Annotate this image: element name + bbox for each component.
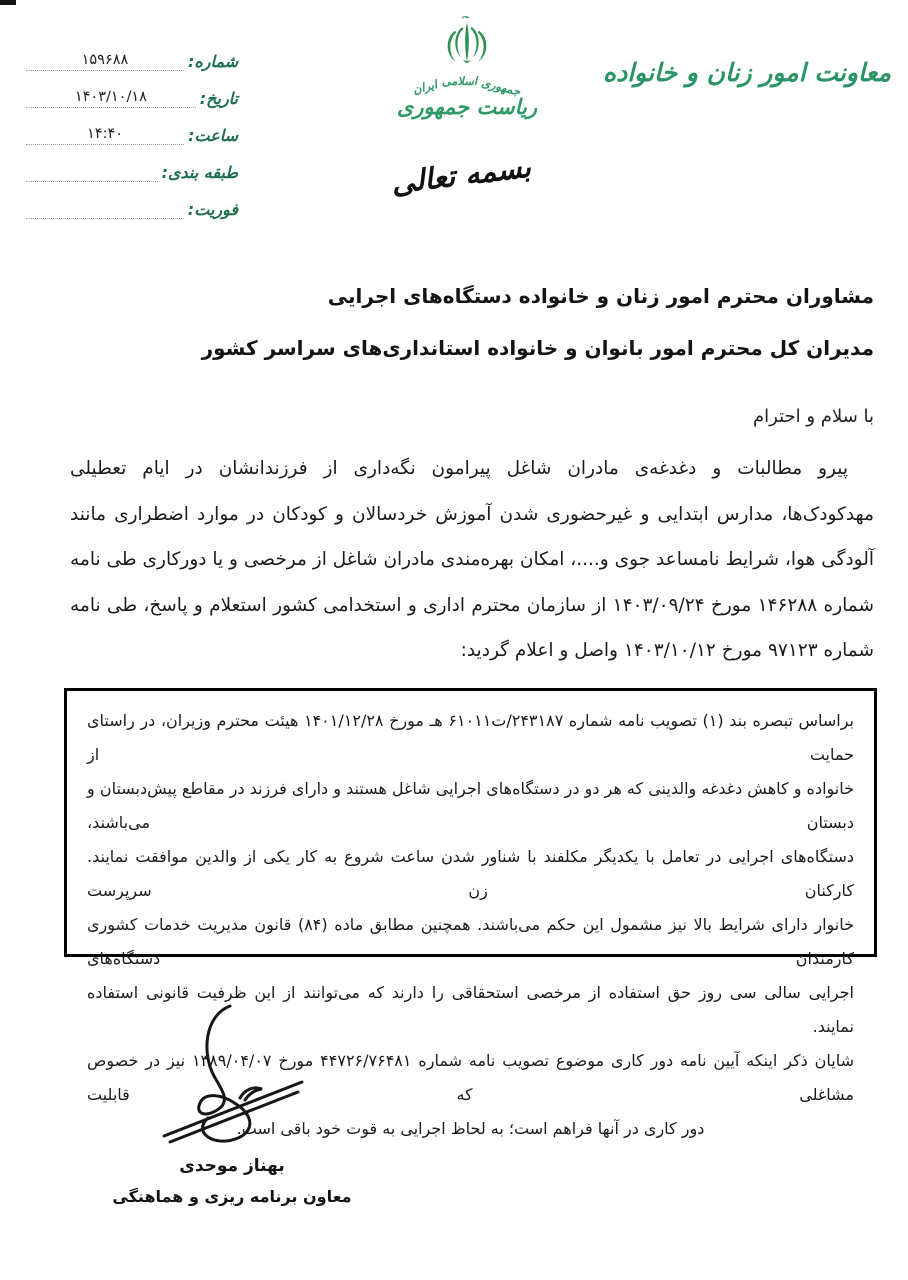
body-line-2: مهدکودک‌ها، مدارس ابتدایی و غیرحضوری شدن آموزش خردسالان و کودکان در موارد اضطراری مانند <box>70 503 874 525</box>
scan-corner-artifact <box>0 0 16 5</box>
recipient-line-2: مدیران کل محترم امور بانوان و خانواده استانداری‌های سراسر کشور <box>201 336 874 360</box>
box-line-4: خانوار دارای شرایط بالا نیز مشمول این حکم می‌باشند. همچنین مطابق ماده (۸۴) قانون مدیریت خدمات کشوری کارمندان دستگاه‌های <box>87 915 854 968</box>
presidency-line: ریاست جمهوری <box>396 95 538 119</box>
field-row-classification <box>26 145 238 182</box>
country-line <box>352 74 582 99</box>
classification-field-value <box>26 164 158 182</box>
date-field-value: ۱۴۰۳/۱۰/۱۸ <box>26 88 196 108</box>
country-word-3: ایران <box>411 77 439 97</box>
number-field-value: ۱۵۹۶۸۸ <box>26 51 184 71</box>
field-row-time <box>26 108 238 145</box>
time-field-value: ۱۴:۴۰ <box>26 125 184 145</box>
org-title: معاونت امور زنان و خانواده <box>603 58 891 87</box>
iran-coat-of-arms-icon <box>436 10 498 74</box>
body-line-1: پیرو مطالبات و دغدغه‌ی مادران شاغل پیرامون نگه‌داری از فرزندانشان در ایام تعطیلی <box>70 458 848 479</box>
body-line-3: آلودگی هوا، شرایط نامساعد جوی و....، امکان بهره‌مندی مادران شاغل از مرخصی و یا دورکاری طی نامه <box>70 549 874 570</box>
body-paragraph <box>70 446 874 674</box>
signature-scribble-icon <box>152 1000 312 1152</box>
field-row-date <box>26 71 238 108</box>
recipient-line-1: مشاوران محترم امور زنان و خانواده دستگاه‌های اجرایی <box>327 284 874 308</box>
box-line-6: شایان ذکر اینکه آیین نامه دور کاری موضوع تصویب نامه شماره ۴۴۷۲۶/۷۶۴۸۱ مورخ ۱۳۸۹/۰۴/۰۷ نیز در خصوص مشاغلی که قابلیت <box>87 1051 855 1104</box>
body-line-4: شماره ۱۴۶۲۸۸ مورخ ۱۴۰۳/۰۹/۲۴ از سازمان محترم اداری و استخدامی کشور استعلام و پاسخ، طی نامه <box>70 594 874 616</box>
signature-block <box>104 1000 360 1206</box>
time-field-label: ساعت: <box>188 126 238 146</box>
letterhead-fields <box>26 34 238 219</box>
urgency-field-label: فوریت: <box>187 200 238 220</box>
besmeleh-calligraphy: بسمه تعالی <box>389 149 533 201</box>
box-line-5: اجرایی سالی سی روز حق استفاده از مرخصی استحقاقی را دارند که می‌توانند از این ظرفیت قانونی استفاده نمایند. <box>87 983 854 1036</box>
country-word-2: اسلامی <box>441 74 478 88</box>
body-line-5: شماره ۹۷۱۲۳ مورخ ۱۴۰۳/۱۰/۱۲ واصل و اعلام گردید: <box>460 640 874 661</box>
letterhead-center <box>352 10 582 119</box>
field-row-number <box>26 34 238 71</box>
box-line-7: دور کاری در آنها فراهم است؛ به لحاظ اجرایی به قوت خود باقی است. <box>236 1119 705 1138</box>
recipients-block <box>34 270 874 374</box>
number-field-label: شماره: <box>187 52 238 72</box>
signer-title: معاون برنامه ریزی و هماهنگی <box>112 1187 352 1206</box>
box-line-3: دستگاه‌های اجرایی در تعامل با یکدیگر مکلفند با شناور شدن ساعت شروع به کار یکی از والدین موافقت نمایند. کارکنان زن سرپرست <box>87 847 854 900</box>
urgency-field-value <box>26 201 184 219</box>
quoted-decree-box <box>64 688 877 1138</box>
salutation: با سلام و احترام <box>753 406 874 427</box>
signer-name: بهناز موحدی <box>179 1156 285 1176</box>
box-line-1: براساس تبصره بند (۱) تصویب نامه شماره ۲۴۳۱۸۷/ت۶۱۰۱۱ هـ مورخ ۱۴۰۱/۱۲/۲۸ هیئت محترم وزیران، در راستای حمایت از <box>87 711 854 764</box>
classification-field-label: طبقه بندی: <box>161 163 238 183</box>
date-field-label: تاریخ: <box>199 89 238 109</box>
field-row-urgency <box>26 182 238 219</box>
country-word-1: جمهوری <box>480 75 523 99</box>
box-line-2: خانواده و کاهش دغدغه والدینی که هر دو در دستگاه‌های اجرایی شاغل هستند و دارای فرزند در مقاطع پیش‌دبستان و دبستان می‌باشند، <box>87 779 854 832</box>
